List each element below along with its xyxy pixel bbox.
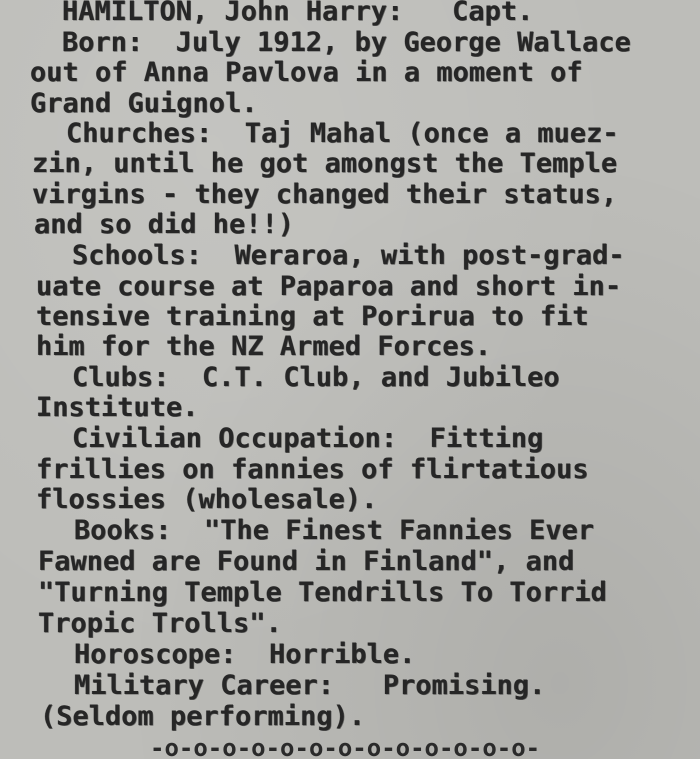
- text-line: Schools: Weraroa, with post-grad-: [72, 240, 625, 271]
- text-line: virgins - they changed their status,: [32, 179, 618, 210]
- text-line: flossies (wholesale).: [36, 484, 378, 515]
- text-line: Fawned are Found in Finland", and: [38, 546, 575, 577]
- text-line: Military Career: Promising.: [74, 670, 546, 701]
- text-line: Civilian Occupation: Fitting: [72, 423, 544, 454]
- text-line: Books: "The Finest Fannies Ever: [74, 515, 595, 546]
- text-line: Born: July 1912, by George Wallace: [62, 27, 631, 58]
- text-line: Grand Guignol.: [30, 88, 258, 119]
- text-line: "Turning Temple Tendrills To Torrid: [38, 577, 607, 608]
- text-line: tensive training at Porirua to fit: [36, 301, 589, 332]
- text-line: Tropic Trolls".: [38, 608, 282, 639]
- text-line: Churches: Taj Mahal (once a muez-: [66, 118, 619, 149]
- text-line: out of Anna Pavlova in a moment of: [30, 57, 583, 88]
- section-separator: -o-o-o-o-o-o-o-o-o-o-o-o-o-: [150, 734, 541, 759]
- text-line: zin, until he got amongst the Temple: [32, 148, 618, 179]
- text-line: Clubs: C.T. Club, and Jubileo: [72, 362, 560, 393]
- text-line: and so did he!!): [34, 209, 295, 240]
- text-line: him for the NZ Armed Forces.: [36, 331, 492, 362]
- text-line: frillies on fannies of flirtatious: [36, 454, 589, 485]
- text-line: HAMILTON, John Harry: Capt.: [62, 0, 534, 27]
- text-line: Institute.: [36, 392, 199, 423]
- text-line: (Seldom performing).: [40, 701, 366, 732]
- text-line: Horoscope: Horrible.: [74, 639, 416, 670]
- text-line: uate course at Paparoa and short in-: [36, 271, 622, 302]
